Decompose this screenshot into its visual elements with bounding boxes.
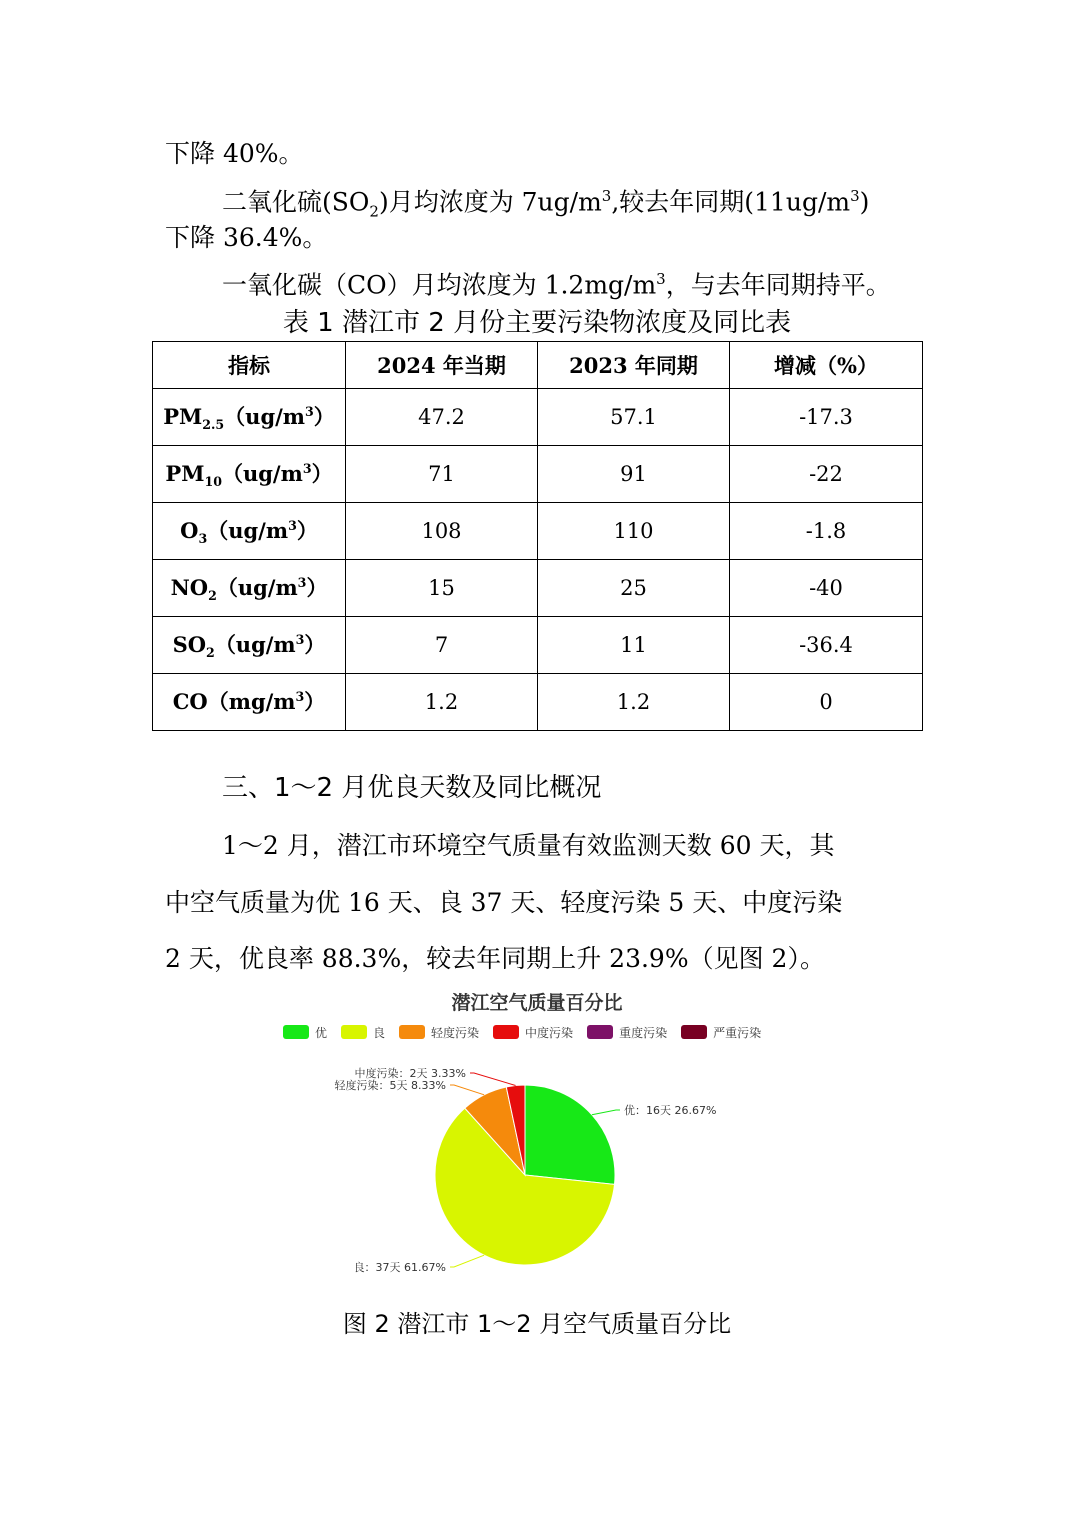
pie-slice[interactable] (525, 1085, 615, 1184)
legend-item[interactable] (399, 1024, 479, 1041)
cell-chg: 0 (730, 674, 923, 731)
figure-caption: 图 2 潜江市 1～2 月空气质量百分比 (342, 1310, 732, 1338)
text: ，与去年同期持平。 (665, 270, 891, 300)
pie-label: 良：37天 61.67% (353, 1261, 446, 1274)
cell-v2023: 25 (538, 560, 730, 617)
indicator-unit: （mg/m (207, 689, 296, 715)
chart-legend (283, 1022, 775, 1042)
legend-item[interactable] (283, 1024, 327, 1041)
indicator-unit: （ug/m (216, 575, 298, 601)
unit-close: ） (304, 632, 326, 658)
paragraph-so2-end (165, 217, 915, 259)
table-row (153, 560, 923, 617)
superscript: 3 (601, 187, 612, 205)
legend-item[interactable] (681, 1024, 761, 1041)
cell-indicator (153, 503, 346, 560)
cell-chg: -36.4 (730, 617, 923, 674)
pie-label: 中度污染：2天 3.33% (354, 1067, 466, 1080)
table-title: 表 1 潜江市 2 月份主要污染物浓度及同比表 (282, 308, 792, 338)
table-row (153, 503, 923, 560)
legend-item[interactable] (341, 1024, 385, 1041)
legend-label: 良 (373, 1025, 386, 1040)
cell-v2023: 11 (538, 617, 730, 674)
header-indicator: 指标 (153, 342, 346, 389)
legend-item[interactable] (493, 1024, 573, 1041)
text: 二氧化硫(SO (222, 187, 370, 217)
unit-close: ） (306, 575, 328, 601)
section-line-2: 中空气质量为优 16 天、良 37 天、轻度污染 5 天、中度污染 (165, 888, 843, 917)
legend-swatch (493, 1025, 519, 1039)
unit-close: ） (313, 404, 335, 430)
legend-label: 轻度污染 (431, 1025, 480, 1040)
indicator-unit: （ug/m (207, 518, 289, 544)
indicator-subscript: 10 (204, 474, 222, 490)
text: ,较去年同期(11ug/m (611, 187, 851, 217)
table-row (153, 617, 923, 674)
text: 下降 36.4%。 (165, 223, 328, 252)
pie-label: 优：16天 26.67% (624, 1104, 717, 1117)
unit-superscript: 3 (305, 404, 314, 420)
table-row (153, 446, 923, 503)
section-heading: 三、1～2 月优良天数及同比概况 (222, 773, 602, 803)
indicator-subscript: 2.5 (202, 417, 225, 433)
text: )月均浓度为 7ug/m (378, 187, 602, 217)
section-line-1: 1～2 月，潜江市环境空气质量有效监测天数 60 天，其 (222, 831, 835, 860)
cell-chg: -1.8 (730, 503, 923, 560)
cell-v2024: 108 (346, 503, 538, 560)
pie-chart (0, 1040, 1074, 1340)
legend-swatch (681, 1025, 707, 1039)
cell-chg: -40 (730, 560, 923, 617)
unit-superscript: 3 (288, 518, 297, 534)
indicator-subscript: 3 (198, 531, 208, 547)
indicator-unit: （ug/m (221, 461, 303, 487)
header-2023: 2023 年同期 (538, 342, 730, 389)
cell-v2023: 57.1 (538, 389, 730, 446)
legend-label: 优 (315, 1025, 328, 1040)
indicator-name: O (180, 518, 199, 544)
cell-indicator (153, 560, 346, 617)
legend-label: 严重污染 (713, 1025, 762, 1040)
indicator-name: PM (163, 404, 203, 430)
cell-v2024: 47.2 (346, 389, 538, 446)
cell-v2023: 91 (538, 446, 730, 503)
legend-label: 重度污染 (619, 1025, 668, 1040)
pie-label-line (470, 1073, 516, 1085)
header-2024: 2024 年当期 (346, 342, 538, 389)
section-line-3: 2 天，优良率 88.3%，较去年同期上升 23.9%（见图 2）。 (165, 944, 825, 973)
header-change: 增减（%） (730, 342, 923, 389)
cell-indicator (153, 446, 346, 503)
unit-superscript: 3 (295, 632, 305, 648)
subscript: 2 (369, 202, 379, 221)
indicator-name: CO (172, 689, 208, 715)
legend-label: 中度污染 (525, 1025, 574, 1040)
unit-superscript: 3 (297, 575, 307, 591)
unit-superscript: 3 (302, 461, 312, 477)
table-row (153, 389, 923, 446)
superscript: 3 (656, 270, 666, 288)
table-header-row (153, 342, 923, 389)
cell-indicator (153, 617, 346, 674)
pollutant-table (152, 341, 923, 731)
paragraph-co (222, 258, 922, 306)
table-row (153, 674, 923, 731)
text: ) (859, 187, 870, 217)
legend-swatch (399, 1025, 425, 1039)
indicator-name: PM (165, 461, 205, 487)
cell-chg: -22 (730, 446, 923, 503)
indicator-unit: （ug/m (224, 404, 306, 430)
superscript: 3 (850, 187, 860, 205)
indicator-unit: （ug/m (214, 632, 296, 658)
indicator-name: SO (172, 632, 207, 658)
cell-v2023: 110 (538, 503, 730, 560)
text: 一氧化碳（CO）月均浓度为 1.2mg/m (222, 270, 657, 300)
cell-v2024: 71 (346, 446, 538, 503)
pie-label-line (592, 1110, 620, 1115)
legend-item[interactable] (587, 1024, 667, 1041)
cell-v2024: 7 (346, 617, 538, 674)
legend-swatch (587, 1025, 613, 1039)
text: 下降 40%。 (165, 139, 304, 168)
pie-label-line (450, 1085, 484, 1095)
cell-v2024: 1.2 (346, 674, 538, 731)
unit-close: ） (311, 461, 333, 487)
cell-indicator (153, 674, 346, 731)
cell-v2023: 1.2 (538, 674, 730, 731)
pie-label-line (450, 1255, 484, 1267)
pie-label: 轻度污染：5天 8.33% (334, 1079, 446, 1092)
unit-close: ） (296, 518, 318, 544)
paragraph-no2-end (165, 133, 915, 175)
legend-swatch (283, 1025, 309, 1039)
cell-indicator (153, 389, 346, 446)
indicator-subscript: 2 (206, 645, 215, 661)
unit-superscript: 3 (295, 689, 305, 705)
unit-close: ） (304, 689, 326, 715)
chart-title: 潜江空气质量百分比 (451, 992, 623, 1014)
indicator-subscript: 2 (208, 588, 217, 604)
cell-chg: -17.3 (730, 389, 923, 446)
cell-v2024: 15 (346, 560, 538, 617)
legend-swatch (341, 1025, 367, 1039)
indicator-name: NO (170, 575, 209, 601)
